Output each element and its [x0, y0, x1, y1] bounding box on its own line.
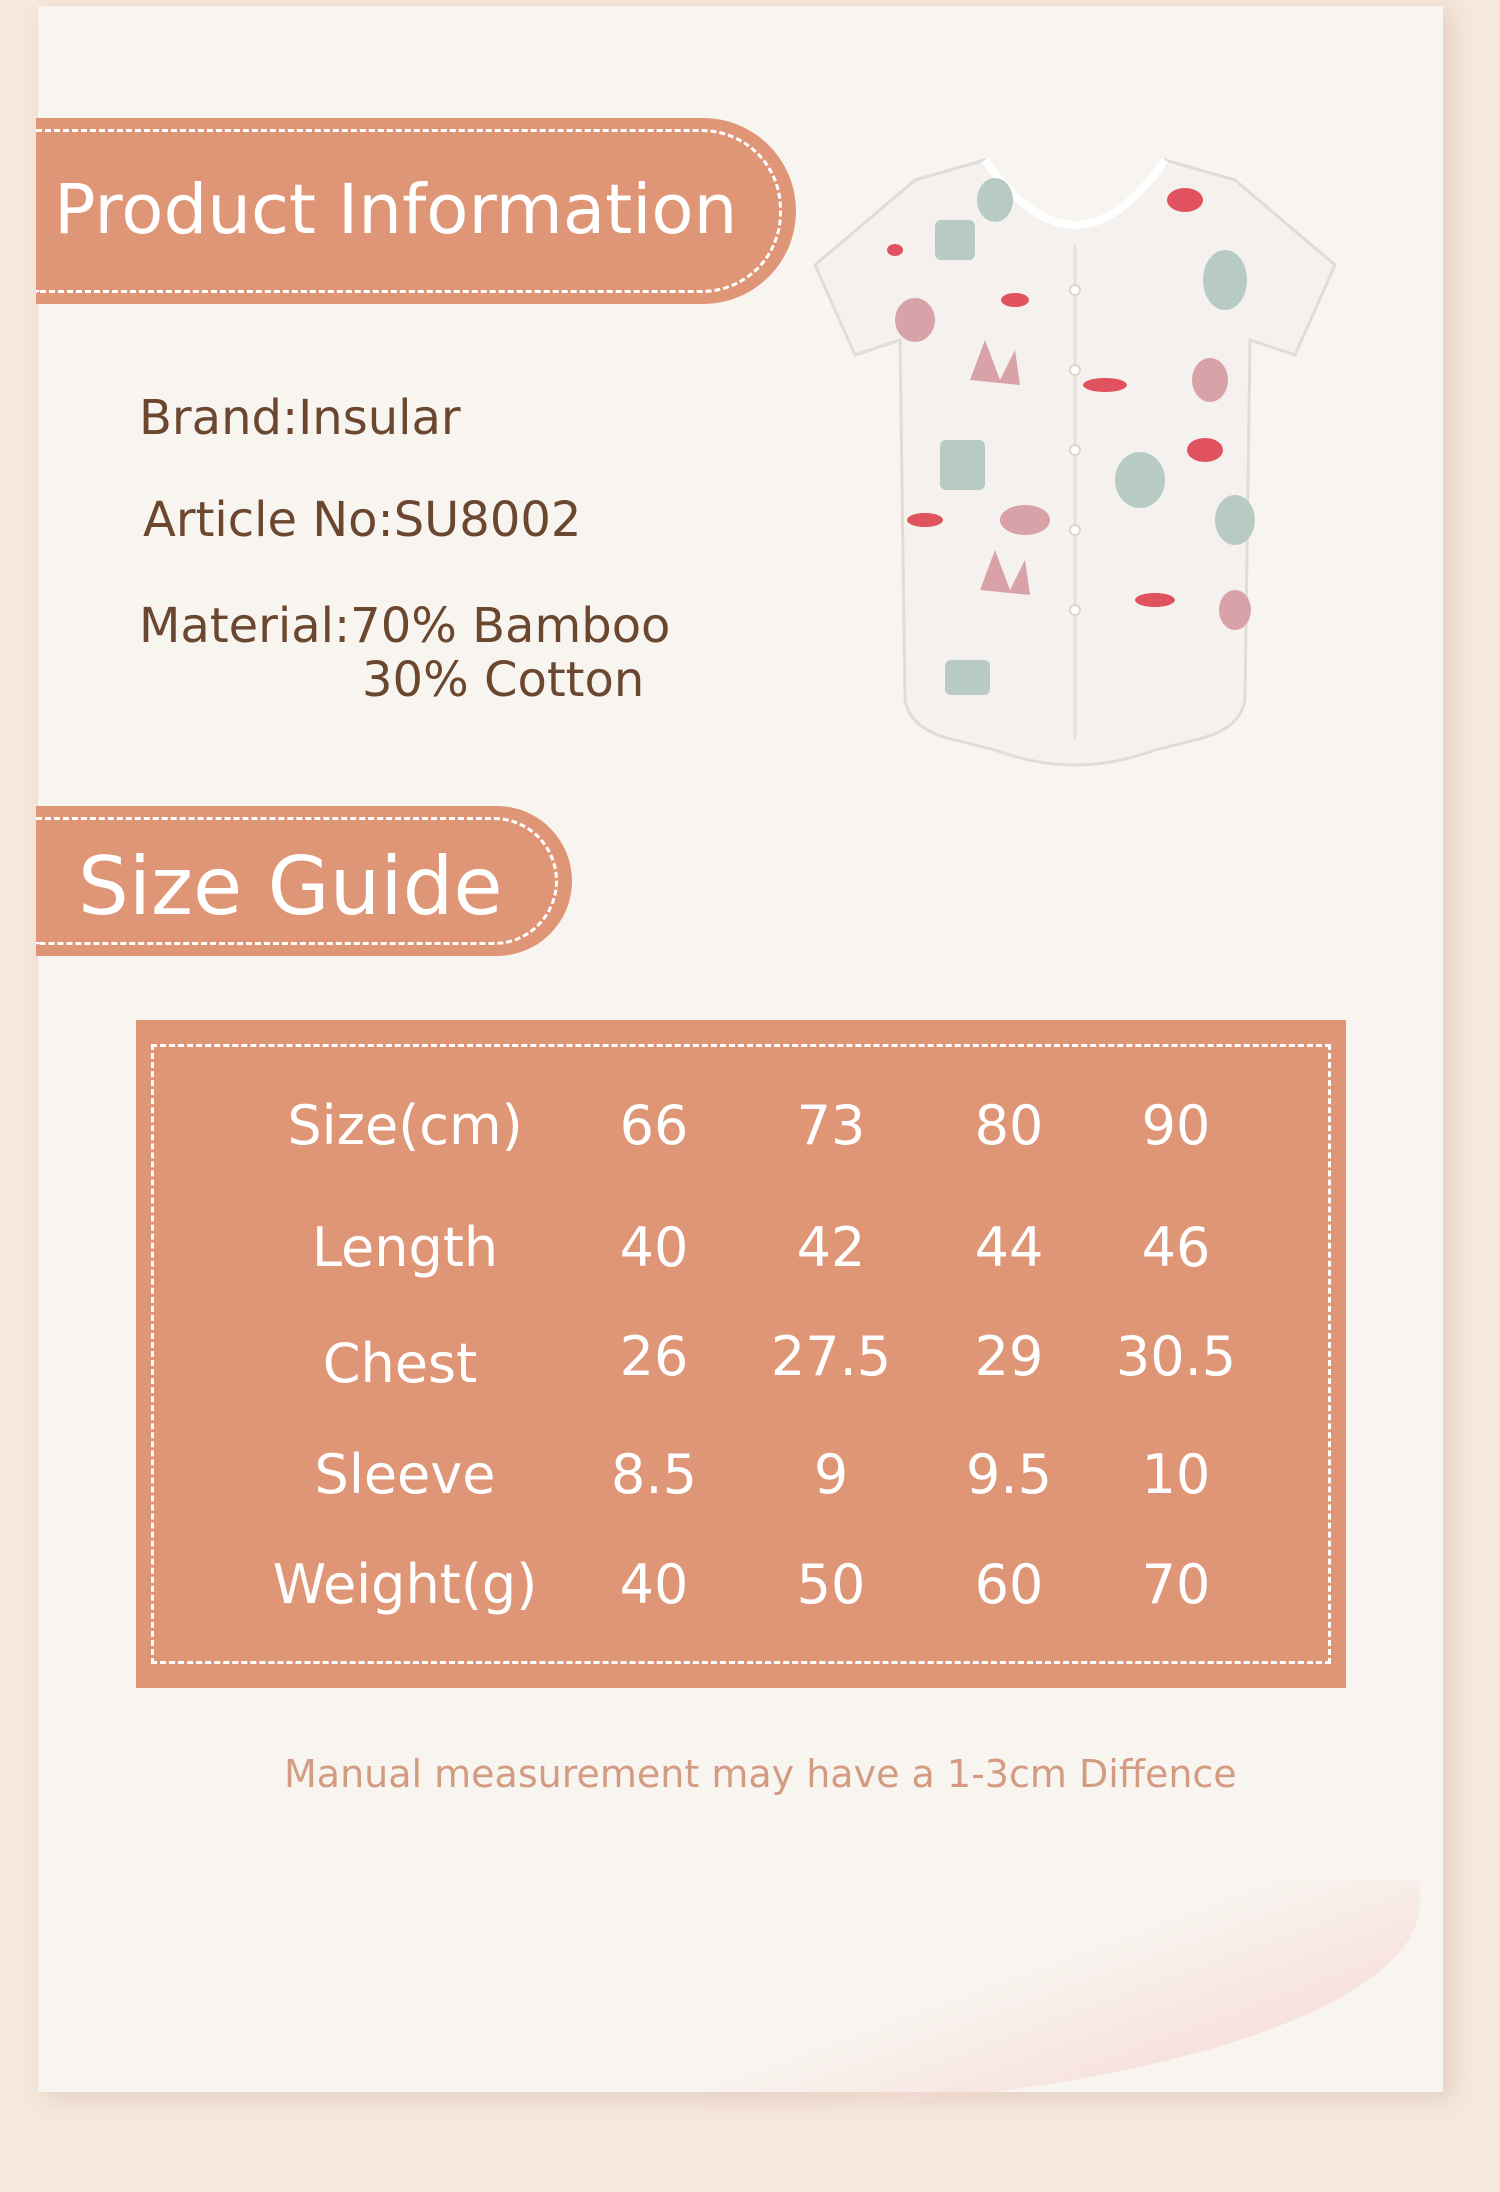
size-label-cell: Size(cm)	[287, 1094, 523, 1157]
product-info-banner	[36, 118, 796, 304]
length-label-cell: Length	[311, 1216, 499, 1279]
sleeve-value-cell: 9	[813, 1443, 849, 1506]
chest-value-cell: 27.5	[770, 1325, 892, 1388]
length-value-cell: 46	[1141, 1216, 1211, 1279]
brand-text: Brand:Insular	[139, 390, 461, 446]
size-guide-banner	[36, 806, 572, 956]
chest-value-cell: 29	[974, 1325, 1044, 1388]
size-value-cell: 73	[796, 1094, 866, 1157]
product-info-heading: Product Information	[54, 170, 738, 250]
weight-value-cell: 70	[1141, 1553, 1211, 1616]
size-guide-heading: Size Guide	[78, 840, 503, 933]
sleeve-label-cell: Sleeve	[314, 1443, 496, 1506]
baby-bodysuit-illustration	[795, 140, 1355, 800]
material-text: Material:70% Bamboo	[139, 598, 671, 654]
weight-value-cell: 50	[796, 1553, 866, 1616]
length-value-cell: 40	[619, 1216, 689, 1279]
size-value-cell: 90	[1141, 1094, 1211, 1157]
sleeve-value-cell: 8.5	[611, 1443, 697, 1506]
article-number-text: Article No:SU8002	[143, 492, 582, 548]
chest-label-cell: Chest	[322, 1332, 478, 1395]
size-value-cell: 66	[619, 1094, 689, 1157]
chest-value-cell: 26	[619, 1325, 689, 1388]
sleeve-value-cell: 10	[1141, 1443, 1211, 1506]
chest-value-cell: 30.5	[1115, 1325, 1237, 1388]
weight-label-cell: Weight(g)	[272, 1553, 538, 1616]
sleeve-value-cell: 9.5	[966, 1443, 1052, 1506]
length-value-cell: 42	[796, 1216, 866, 1279]
weight-value-cell: 60	[974, 1553, 1044, 1616]
measurement-note: Manual measurement may have a 1-3cm Diffence	[284, 1752, 1237, 1796]
length-value-cell: 44	[974, 1216, 1044, 1279]
size-value-cell: 80	[974, 1094, 1044, 1157]
material-text-line2: 30% Cotton	[362, 652, 645, 708]
weight-value-cell: 40	[619, 1553, 689, 1616]
